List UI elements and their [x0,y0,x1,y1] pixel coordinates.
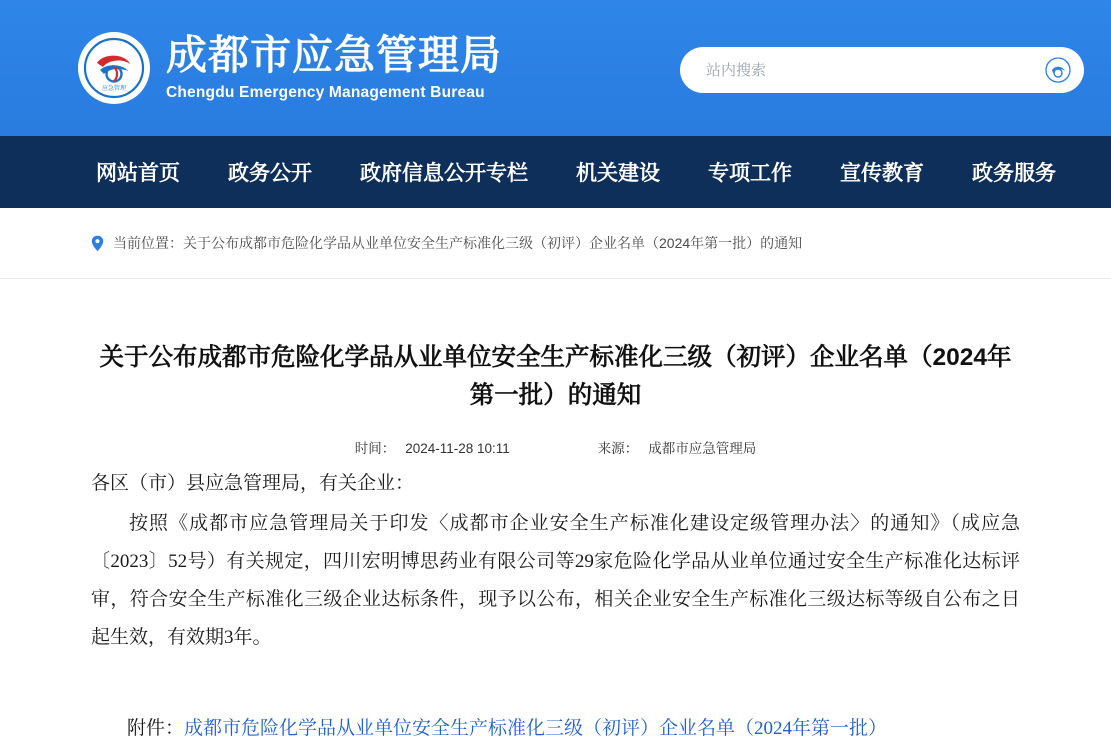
article-meta [91,437,1020,457]
article-source-label: 来源： [597,440,639,456]
article-paragraph: 按照《成都市应急管理局关于印发〈成都市企业安全生产标准化建设定级管理办法〉的通知》（成应急〔2023〕52号）有关规定，四川宏明博思药业有限公司等29家危险化学品从业单位通过安全生产标准化达标评审，符合安全生产标准化三级企业达标条件，现予以公布，相关企业安全生产标准化三级达标等级自公布之日起生效，有效期3年。 [91,512,1020,648]
site-header [0,0,1111,136]
breadcrumb [91,233,802,253]
breadcrumb-label: 当前位置： [113,235,183,251]
article-source [598,437,757,457]
article-paragraph: 各区（市）县应急管理局，有关企业： [91,472,415,494]
page-title: 关于公布成都市危险化学品从业单位安全生产标准化三级（初评）企业名单（2024年第一批）的通知 [99,344,1012,409]
site-logo[interactable] [78,32,502,104]
location-pin-icon [91,235,104,252]
search-input[interactable] [680,62,1036,79]
site-search[interactable] [680,47,1084,93]
nav-item-services[interactable]: 政务服务 [972,162,1056,185]
nav-item-government-open[interactable]: 政务公开 [228,162,312,185]
breadcrumb-current: 关于公布成都市危险化学品从业单位安全生产标准化三级（初评）企业名单（2024年第一批）的通知 [183,235,803,251]
logo-title-en: Chengdu Emergency Management Bureau [166,84,485,102]
article-body [91,465,1020,657]
search-icon[interactable] [1036,48,1080,92]
emblem-logo-icon [78,32,150,104]
nav-item-special-work[interactable]: 专项工作 [708,162,792,185]
logo-title-cn: 成都市应急管理局 [166,32,502,79]
attachment-label: 附件： [127,717,185,739]
nav-item-info-disclosure[interactable]: 政府信息公开专栏 [360,162,528,185]
svg-text:应急管理: 应急管理 [101,86,127,92]
nav-item-home[interactable]: 网站首页 [96,162,180,185]
nav-item-agency-building[interactable]: 机关建设 [576,162,660,185]
article-time-value: 2024-11-28 10:11 [405,440,510,456]
article-time-label: 时间： [354,440,396,456]
article-attachment [91,713,1020,740]
article-source-value: 成都市应急管理局 [648,440,757,456]
article-container [0,339,1111,740]
nav-item-education[interactable]: 宣传教育 [840,162,924,185]
breadcrumb-bar [0,208,1111,279]
main-navigation [0,136,1111,208]
attachment-link[interactable]: 成都市危险化学品从业单位安全生产标准化三级（初评）企业名单（2024年第一批） [184,717,888,739]
article-time [355,437,510,457]
